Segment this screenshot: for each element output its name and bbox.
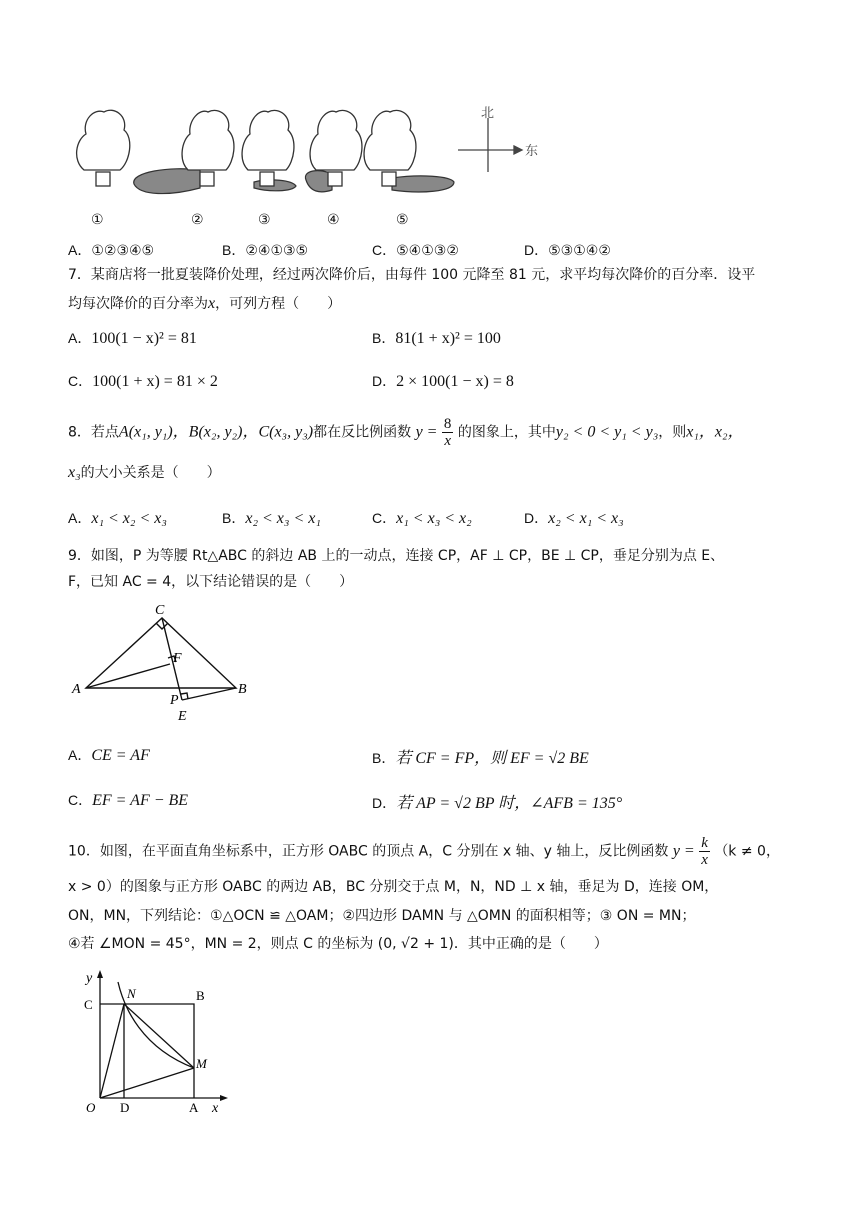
- q10-label-d: D: [120, 1100, 130, 1115]
- q10-stem-line4: ④若 ∠MON = 45°，MN = 2，则点 C 的坐标为 (0, √2 + 1)．其中正确的是（ ）: [68, 936, 608, 952]
- q9-label-f: F: [173, 651, 182, 666]
- q9-label-e: E: [178, 709, 187, 724]
- q6-trees-figure: [70, 100, 540, 210]
- q10-label-o: O: [86, 1100, 96, 1115]
- q9-option-d[interactable]: D．若 AP = √2 BP 时，∠AFB = 135°: [372, 795, 623, 812]
- q6-option-d[interactable]: D．⑤③①④②: [524, 242, 611, 259]
- q10-label-y: y: [86, 971, 93, 986]
- q10-stem-line3: ON，MN，下列结论：①△OCN ≌ △OAM；②四边形 DAMN 与 △OMN 的面积相等；③ ON = MN；: [68, 908, 696, 924]
- q9-option-a[interactable]: A．CE = AF: [68, 747, 150, 764]
- q8-stem-line2: x₃的大小关系是（ ）: [68, 464, 221, 481]
- q6-option-a[interactable]: A．①②③④⑤: [68, 242, 155, 259]
- q7-option-d[interactable]: D．2 × 100(1 − x) = 8: [372, 373, 514, 390]
- q10-label-m: M: [196, 1056, 207, 1071]
- tree-label-4: ④: [327, 212, 340, 228]
- q7-option-c[interactable]: C．100(1 + x) = 81 × 2: [68, 373, 218, 390]
- compass-north-label: 北: [481, 105, 495, 120]
- q10-label-a: A: [189, 1100, 199, 1115]
- q10-label-c: C: [84, 997, 93, 1012]
- q8-option-b[interactable]: B．x₂ < x₃ < x₁: [222, 510, 321, 527]
- q7-option-b[interactable]: B．81(1 + x)² = 100: [372, 330, 501, 347]
- q8-option-c[interactable]: C．x₁ < x₃ < x₂: [372, 510, 472, 527]
- q9-option-b[interactable]: B．若 CF = FP，则 EF = √2 BE: [372, 750, 589, 767]
- q8-option-d[interactable]: D．x₂ < x₁ < x₃: [524, 510, 624, 527]
- q9-triangle-figure: [70, 598, 260, 726]
- q9-option-c[interactable]: C．EF = AF − BE: [68, 792, 189, 809]
- q8-option-a[interactable]: A．x₁ < x₂ < x₃: [68, 510, 167, 527]
- q10-stem-line2: x > 0）的图象与正方形 OABC 的两边 AB，BC 分别交于点 M，N，ND ⊥ x 轴，垂足为 D，连接 OM，: [68, 879, 719, 895]
- q7-option-a[interactable]: A．100(1 − x)² = 81: [68, 330, 197, 347]
- q9-stem-line1: 9．如图，P 为等腰 Rt△ABC 的斜边 AB 上的一动点，连接 CP，AF ⊥ CP，BE ⊥ CP，垂足分别为点 E、: [68, 548, 725, 564]
- q6-option-c[interactable]: C．⑤④①③②: [372, 242, 459, 259]
- q9-label-p: P: [170, 693, 179, 708]
- q10-stem-line1: 10．如图，在平面直角坐标系中，正方形 OABC 的顶点 A，C 分别在 x 轴、y 轴上，反比例函数 y = $\frac{k}{x}$ （k ≠ 0，: [68, 835, 780, 868]
- tree-label-2: ②: [191, 212, 204, 228]
- q7-stem-line2: 均每次降价的百分率为x，可列方程（ ）: [68, 295, 342, 312]
- tree-label-1: ①: [91, 212, 104, 228]
- tree-label-5: ⑤: [396, 212, 409, 228]
- q7-stem-line1: 7．某商店将一批夏装降价处理，经过两次降价后，由每件 100 元降至 81 元，求平均每次降价的百分率．设平: [68, 267, 756, 283]
- q10-label-b: B: [196, 988, 205, 1003]
- q8-fraction: $\frac{8}{x}$: [443, 416, 452, 449]
- q10-fraction: $\frac{k}{x}$: [701, 835, 708, 868]
- q8-stem-line1: 8．若点A(x₁, y₁)，B(x₂, y₂)，C(x₃, y₃)都在反比例函数 y = $\frac{8}{x}$ 的图象上，其中y₂ < 0 < y₁ < y₃，则x₁，x₂，: [68, 416, 744, 449]
- q9-label-c: C: [155, 603, 165, 618]
- compass-east-label: 东: [525, 143, 539, 158]
- tree-label-3: ③: [258, 212, 271, 228]
- q9-label-b: B: [238, 682, 247, 697]
- q10-label-x: x: [212, 1101, 219, 1116]
- q10-label-n: N: [127, 986, 136, 1001]
- q9-stem-line2: F，已知 AC = 4，以下结论错误的是（ ）: [68, 574, 354, 590]
- q10-coordinate-figure: [72, 968, 232, 1116]
- q6-option-b[interactable]: B．②④①③⑤: [222, 242, 309, 259]
- q9-label-a: A: [72, 682, 81, 697]
